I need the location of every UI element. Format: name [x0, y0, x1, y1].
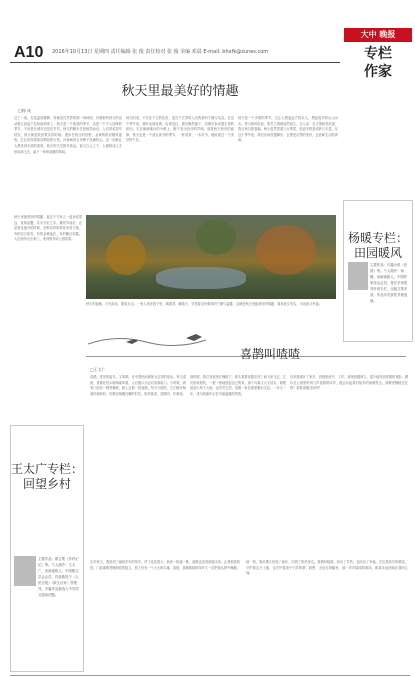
autumn-landscape-photo [86, 215, 336, 299]
article2-column-3: 后来我离开了家乡，到城里读书、工作。城里高楼林立，很少能见到喜鹊的身影。偶尔在公园里听到几声喜鹊的叫声，便会勾起我对故乡的深深思念。那棵老槐树还在吗？那窝喜鹊还好吗？ [290, 375, 408, 391]
columnist1-title-line2: 田园暖风 [353, 246, 402, 260]
article1-headline: 秋天里最美好的情趣 [121, 84, 239, 99]
magpie-illustration [86, 330, 236, 352]
page-number: A10 [14, 44, 44, 61]
article2-headline: 喜鹊叫喳喳 [240, 347, 301, 361]
bottom-rule [10, 675, 410, 676]
section-title [350, 45, 406, 81]
article2-column-2: 那时候，我总喜欢坐在槐树下，仰头看着喜鹊在枝丫间飞来飞去。它们衔来树枝，一根一根地搭起自己的家。那个鸟巢又大又结实，即便是刮大风下大雨，也安然无恙。喜鹊一家在那里繁衍生息，一年又一年，成为我童年记忆中最温暖的风景。 [190, 375, 286, 396]
columnist2-info: 主要作品：散文集《乡村记忆》等。个人简介：王太广，河南南阳人，中国散文学会会员，作品散见于《人民日报》《散文百家》等报刊，多篇作品被选入中学语文阅读试题。 [38, 557, 79, 597]
masthead-info: 2016年10月13日 星期四 责任编辑 张 俊 责任校对 张 俊 美编 邓晨 E-mail: bhxfk@zunes.com [52, 49, 269, 55]
columnist2-title-line2: 回望乡村 [22, 477, 71, 491]
section-title-line1: 专栏 [364, 46, 392, 62]
columnist1-info: 主要作品：长篇小说《田园》等。个人简介：杨暖，河南南阳人，中国作家协会会员，曾在多家报刊开设专栏，出版文集多部，作品多次获奖并被选载。 [370, 263, 408, 303]
article1-column-3: 秋天是一个多情的季节，它让人想起远方的亲人，想起故乡的山山水水。每当秋风吹起，思乡之情便油然而生。古人说：自古逢秋悲寂寥，我言秋日胜春朝。秋天虽然带着几分萧瑟，但更多的是成熟与丰盈。在这个季节里，我们应该放慢脚步，去感受自然的美好，去品味生活的真谛。 [238, 116, 338, 143]
article2-column-4: 去年秋天，我回到了阔别多年的家乡。村子变化很大，新房一栋接一栋，道路也变得宽阔平坦。让我惊喜的是，门前那棵老槐树依然挺立，树上仍有一个大大的鸟巢。清晨，喜鹊喳喳的叫声又一次把我从梦中唤醒。 [90, 560, 240, 570]
columnist2-title-line1: 王太广专栏： [11, 462, 84, 476]
article1-column-1: 过了一周，先是温度骤降，再就是自然界的那一场秋雨，仿佛那些秋天的活动就已经迫不及待地到来了。秋天是一个收获的季节，也是一个令人回味的季节。不论是在城市还是在乡村，秋天的脚步总是悄然而至。人们常说春华秋实，秋天就是收获果实的时候。漫步在秋日的田野，金黄的稻谷随风摇曳，红红的高粱如同燃烧的火把，沉甸甸的玉米棒子挂满枝头。这一切都让人感受到丰收的喜悦。秋天的天空格外高远，蓝天白云之下，大雁排成人字形向南飞去，留下一串串清脆的鸣叫。 [14, 116, 122, 154]
article1-column-2: 秋天的美，不仅在于它的色彩，更在于它带给人们的那份宁静与从容。在这个季节里，树叶由绿变黄，由黄变红，最后飘然落下，仿佛在诉说着生命的轮回。走在铺满落叶的小路上，脚下发出沙沙的声响，那是秋天独有的旋律。秋天也是一个适合读书的季节，一杯清茶，一本好书，便能度过一个美好的午后。 [126, 116, 234, 143]
masthead-rule [10, 62, 340, 63]
article2-byline: □王太广 [90, 367, 106, 372]
newspaper-logo: 大中 晚报 [344, 28, 412, 42]
columnist1-avatar [348, 262, 368, 290]
article2-column-5: 那一刻，我仿佛又回到了童年，回到了奶奶身边。喜鹊叫喳喳，叫出了乡愁，也叫出了幸福。它们是故乡的精灵，守护着这片土地，也守护着游子归乡的梦。我想，无论走到哪里，那一声声喳喳的鸣叫，都将永远回响在我的心间。 [246, 560, 408, 576]
article1-byline: □杨 成 [18, 108, 32, 113]
section-title-line2: 作家 [364, 64, 392, 80]
article2-column-1: 喜鹊，常见的留鸟，又叫鹊，在中国民间被视为吉祥的象征。每当清晨，喜鹊在枝头喳喳地叫着，人们便认为会有喜事临门。小时候，我家门前有一棵老槐树，树上住着一窝喜鹊。每天天刚亮，它们就开始欢快地鸣叫，仿佛在唤醒沉睡的村庄。奶奶常说，喜鹊叫，好事到。 [90, 375, 186, 396]
article1-column-4: 秋天里最美好的情趣，莫过于与家人一起登高望远，赏菊品蟹，共享天伦之乐。重阳节前后，正是菊花盛开的时候，各种各样的菊花争奇斗艳，有的洁白如雪，有的金黄灿烂，有的紫红如霞。人们纷纷走出家门，来到郊外或公园赏菊。 [14, 215, 82, 242]
columnist2-avatar [14, 556, 36, 586]
columnist1-title-line1: 杨暖专栏： [347, 231, 408, 245]
article1-column-5: 秋天的夜晚，月光如水，繁星点点。一家人坐在院子里，喝着茶，聊着天，享受着这份难得的宁静与温馨。这就是秋天里最美好的情趣，简单而又充实，平淡而又幸福。 [86, 302, 322, 306]
